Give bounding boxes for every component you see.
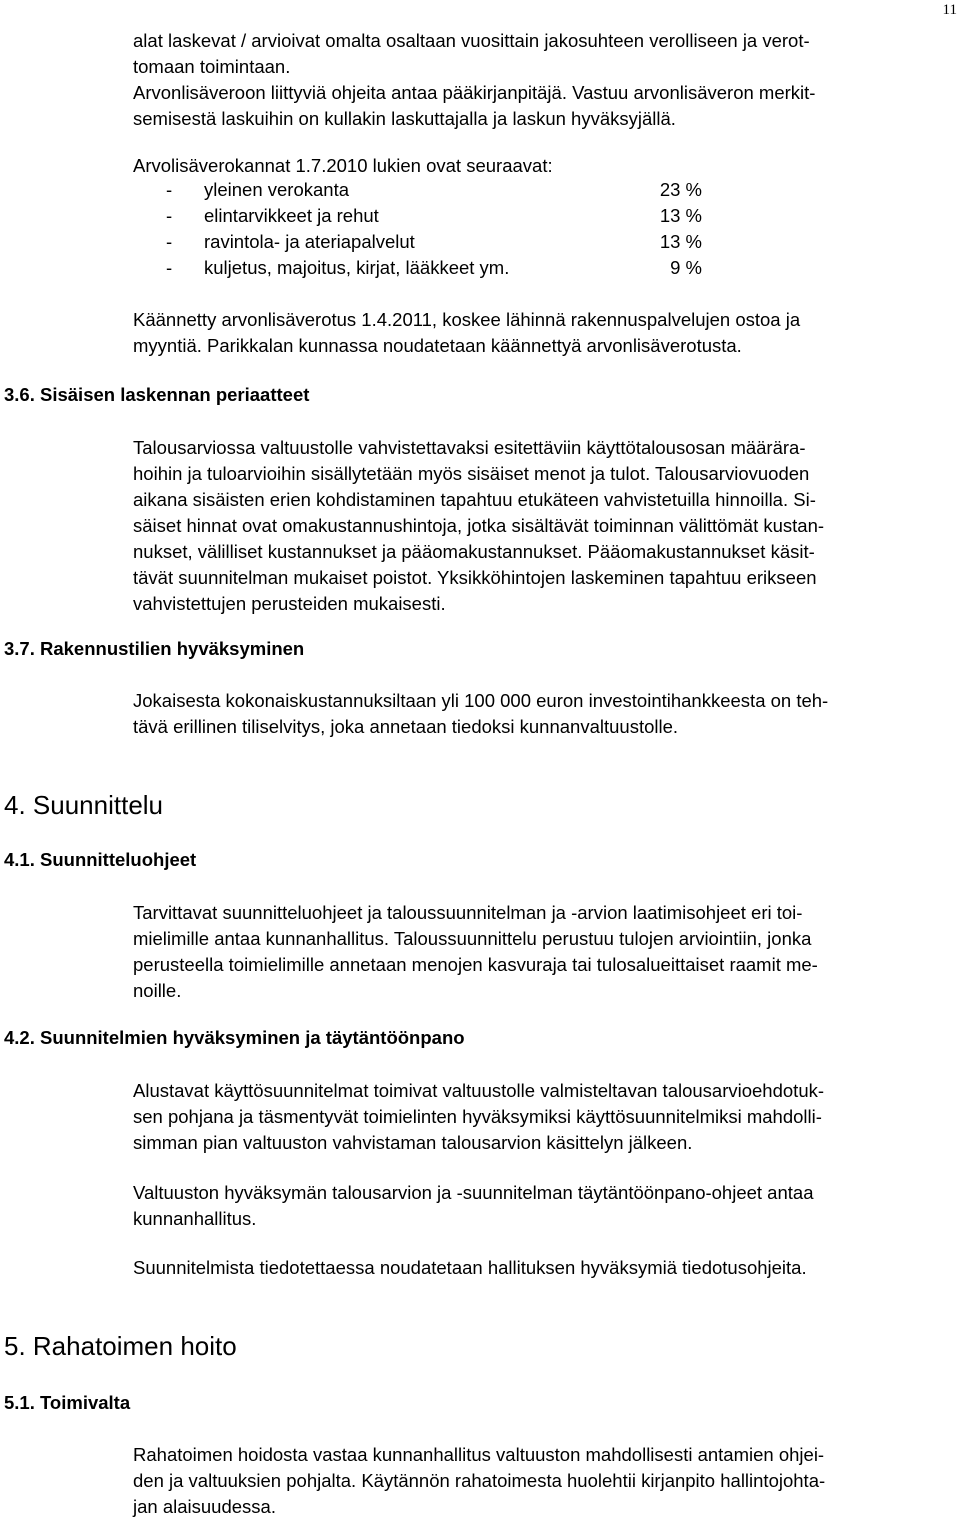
text-line: säiset hinnat ovat omakustannushintoja, jotka sisältävät toiminnan välittömät kustan- (133, 515, 825, 536)
vat-rate-value: 13 % (659, 231, 702, 252)
text-line: simman pian valtuuston vahvistaman talousarvion käsittelyn jälkeen. (133, 1132, 693, 1153)
vat-heading (133, 153, 953, 179)
list-dash: - (166, 257, 173, 278)
section-heading-3-6: 3.6. Sisäisen laskennan periaatteet (4, 384, 310, 405)
vat-rate-row (166, 205, 702, 231)
text-line: Jokaisesta kokonaiskustannuksiltaan yli 100 000 euron investointihankkeesta on teh- (133, 690, 829, 711)
text-line: den ja valtuuksien pohjalta. Käytännön rahatoimesta huolehtii kirjanpito hallintojohta- (133, 1470, 826, 1491)
text-line: sen pohjana ja täsmentyvät toimielinten hyväksymiksi käyttösuunnitelmiksi mahdolli- (133, 1106, 822, 1127)
section-4-2-paragraph-3 (133, 1255, 953, 1281)
text-line: Alustavat käyttösuunnitelmat toimivat valtuustolle valmisteltavan talousarvioehdotuk- (133, 1080, 825, 1101)
section-3-6-paragraph (133, 435, 953, 617)
text-line: Talousarviossa valtuustolle vahvistettavaksi esitettäviin käyttötalousosan määrära- (133, 437, 806, 458)
list-dash: - (166, 231, 173, 252)
section-4-1-paragraph (133, 900, 953, 1004)
text-line: Arvonlisäveroon liittyviä ohjeita antaa pääkirjanpitäjä. Vastuu arvonlisäveron merkit- (133, 82, 816, 103)
vat-rate-name: ravintola- ja ateriapalvelut (204, 231, 415, 252)
section-4-2-paragraph-1 (133, 1078, 953, 1156)
list-dash: - (166, 179, 173, 200)
section-3-7-paragraph (133, 688, 953, 740)
text-line: alat laskevat / arvioivat omalta osaltaan vuosittain jakosuhteen verolliseen ja verot- (133, 30, 810, 51)
vat-heading-text: Arvolisäverokannat 1.7.2010 lukien ovat seuraavat: (133, 155, 553, 176)
text-line: Suunnitelmista tiedotettaessa noudatetaan hallituksen hyväksymiä tiedotusohjeita. (133, 1257, 807, 1278)
section-4-2-paragraph-2 (133, 1180, 953, 1232)
text-line: myyntiä. Parikkalan kunnassa noudatetaan käännettyä arvonlisäverotusta. (133, 335, 742, 356)
text-line: semisestä laskuihin on kullakin laskuttajalla ja laskun hyväksyjällä. (133, 108, 676, 129)
vat-rate-name: elintarvikkeet ja rehut (204, 205, 379, 226)
vat-rate-row (166, 231, 702, 257)
vat-rate-value: 9 % (670, 257, 702, 278)
vat-rate-name: kuljetus, majoitus, kirjat, lääkkeet ym. (204, 257, 510, 278)
text-line: tomaan toimintaan. (133, 56, 291, 77)
section-heading-4-1: 4.1. Suunnitteluohjeet (4, 849, 197, 870)
text-line: jan alaisuudessa. (133, 1496, 276, 1517)
vat-rate-value: 23 % (659, 179, 702, 200)
vat-rate-row (166, 257, 702, 283)
text-line: Valtuuston hyväksymän talousarvion ja -suunnitelman täytäntöönpano-ohjeet antaa (133, 1182, 814, 1203)
section-heading-3-7: 3.7. Rakennustilien hyväksyminen (4, 638, 305, 659)
list-dash: - (166, 205, 173, 226)
text-line: tävä erillinen tiliselvitys, joka annetaan tiedoksi kunnanvaltuustolle. (133, 716, 679, 737)
section-5-1-paragraph (133, 1442, 953, 1520)
text-line: noille. (133, 980, 182, 1001)
text-line: vahvistettujen perusteiden mukaisesti. (133, 593, 446, 614)
vat-rate-value: 13 % (659, 205, 702, 226)
chapter-heading-4: 4. Suunnittelu (4, 790, 164, 820)
vat-rate-row (166, 179, 702, 205)
text-line: tävät suunnitelman mukaiset poistot. Yksikköhintojen laskeminen tapahtuu erikseen (133, 567, 817, 588)
text-line: Rahatoimen hoidosta vastaa kunnanhallitus valtuuston mahdollisesti antamien ohjei- (133, 1444, 825, 1465)
section-heading-4-2: 4.2. Suunnitelmien hyväksyminen ja täytäntöönpano (4, 1027, 465, 1048)
text-line: mielimille antaa kunnanhallitus. Taloussuunnittelu perustuu tulojen arviointiin, jonka (133, 928, 812, 949)
text-line: hoihin ja tuloarvioihin sisällytetään myös sisäiset menot ja tulot. Talousarviovuoden (133, 463, 810, 484)
vat-rate-name: yleinen verokanta (204, 179, 350, 200)
text-line: aikana sisäisten erien kohdistaminen tapahtuu etukäteen vahvistetuilla hinnoilla. Si- (133, 489, 816, 510)
text-line: kunnanhallitus. (133, 1208, 257, 1229)
text-line: perusteella toimielimille annetaan menojen kasvuraja tai tulosalueittaiset raamit me- (133, 954, 818, 975)
text-line: Tarvittavat suunnitteluohjeet ja taloussuunnitelman ja -arvion laatimisohjeet eri toi- (133, 902, 803, 923)
text-line: nukset, välilliset kustannukset ja pääomakustannukset. Pääomakustannukset käsit- (133, 541, 815, 562)
section-heading-5-1: 5.1. Toimivalta (4, 1392, 131, 1413)
text-line: Käännetty arvonlisäverotus 1.4.2011, koskee lähinnä rakennuspalvelujen ostoa ja (133, 309, 801, 330)
page-number: 11 (942, 2, 957, 18)
chapter-heading-5: 5. Rahatoimen hoito (4, 1331, 237, 1361)
intro-paragraph (133, 28, 953, 132)
reverse-vat-paragraph (133, 307, 953, 359)
